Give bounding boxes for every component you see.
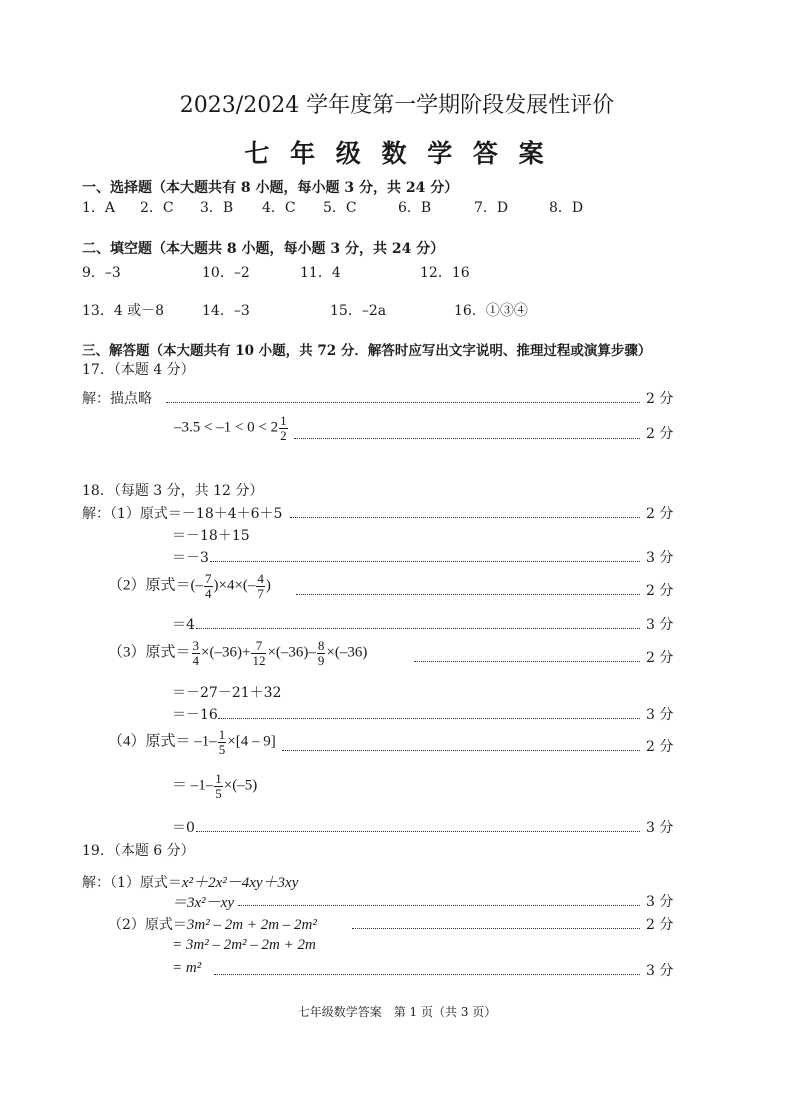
- fraction: $\frac{3}{4}$: [192, 638, 200, 668]
- q17-line1: 解：描点略: [82, 391, 152, 407]
- leader-dots: [210, 561, 640, 562]
- q19-p1-l2: ＝3x²－xy: [172, 895, 234, 911]
- leader-dots: [238, 905, 640, 906]
- q19-p2-l1: （2）原式＝3m² – 2m + 2m – 2m²: [108, 917, 317, 933]
- fraction: $\frac{1}{2}$: [280, 413, 287, 443]
- fill-answer-13: 13．4 或－8: [82, 303, 165, 319]
- fill-answer-15: 15．–2a: [330, 303, 387, 319]
- section2-heading: 二、填空题（本大题共 8 小题，每小题 3 分，共 24 分）: [82, 241, 445, 257]
- answer-1: 1．A: [82, 200, 116, 216]
- score: 3 分: [646, 550, 674, 566]
- section3-heading: 三、解答题（本大题共有 10 小题，共 72 分．解答时应写出文字说明、推理过程或演算步骤）: [82, 343, 652, 359]
- q18-p4-l1: （4）原式＝ –1– $\frac{1}{5}$ ×[4 – 9]: [108, 727, 276, 757]
- q18-p4-l3: ＝0: [172, 820, 195, 836]
- q18-p4-l2: ＝ –1– $\frac{1}{5}$ ×(–5): [172, 771, 258, 801]
- answer-3: 3．B: [200, 200, 234, 216]
- q18-p2-l2: ＝4: [172, 617, 195, 633]
- page-footer: 七年级数学答案 第 1 页（共 3 页）: [297, 1005, 497, 1019]
- leader-dots: [214, 974, 640, 975]
- leader-dots: [296, 594, 640, 595]
- leader-dots: [196, 628, 640, 629]
- score: 2 分: [646, 739, 674, 755]
- fraction: $\frac{7}{4}$: [205, 571, 212, 601]
- score: 2 分: [646, 583, 674, 599]
- page-title: 2023/2024 学年度第一学期阶段发展性评价: [179, 93, 615, 118]
- q19-label: 19．（本题 6 分）: [82, 843, 195, 859]
- q18-p3-l1: （3）原式＝ $\frac{3}{4}$ ×(–36)+ $\frac{7}{12}$ ×(–36)– $\frac{8}{9}$ ×(–36): [108, 638, 368, 668]
- leader-dots: [196, 831, 640, 832]
- score: 2 分: [646, 506, 674, 522]
- answer-2: 2．C: [140, 200, 174, 216]
- fraction: $\frac{8}{9}$: [317, 638, 325, 668]
- leader-dots: [414, 661, 640, 662]
- answer-5: 5．C: [323, 200, 357, 216]
- q19-p1-l1: 解：（1）原式＝x²＋2x²－4xy＋3xy: [82, 875, 299, 891]
- fraction: $\frac{1}{5}$: [218, 727, 226, 757]
- fill-row-1: [82, 262, 682, 282]
- fraction: $\frac{4}{7}$: [257, 571, 264, 601]
- leader-dots: [166, 402, 640, 403]
- fill-answer-11: 11．4: [300, 265, 341, 281]
- q19-p2-l2: = 3m² – 2m² – 2m + 2m: [172, 937, 316, 953]
- q18-p1-l1: 解：（1）原式＝－18＋4＋6＋5: [82, 506, 283, 522]
- leader-dots: [218, 718, 640, 719]
- q18-p2-l1: （2）原式＝(– $\frac{7}{4}$ )×4×(– $\frac{4}{7}$ ): [108, 571, 271, 601]
- q18-p1-l3: ＝－3: [172, 550, 209, 566]
- inequality-text: –3.5 < –1 < 0 < 2: [174, 419, 279, 436]
- answer-8: 8．D: [549, 200, 584, 216]
- page-subtitle: 七 年 级 数 学 答 案: [244, 139, 550, 168]
- fill-answer-12: 12．16: [420, 265, 470, 281]
- fraction: $\frac{7}{12}$: [252, 638, 266, 668]
- leader-dots: [290, 517, 640, 518]
- q17-label: 17．（本题 4 分）: [82, 362, 195, 378]
- section1-heading: 一、选择题（本大题共有 8 小题，每小题 3 分，共 24 分）: [82, 180, 459, 196]
- q18-p1-l2: ＝－18＋15: [172, 528, 250, 544]
- score: 2 分: [646, 917, 674, 933]
- q18-label: 18．（每题 3 分，共 12 分）: [82, 483, 264, 499]
- q18-p3-l3: ＝－16: [172, 707, 218, 723]
- answer-6: 6．B: [398, 200, 432, 216]
- score: 2 分: [646, 650, 674, 666]
- leader-dots: [352, 928, 640, 929]
- q18-p3-l2: ＝－27－21＋32: [172, 685, 282, 701]
- leader-dots: [282, 750, 640, 751]
- fill-answer-14: 14．–3: [202, 303, 250, 319]
- answer-4: 4．C: [262, 200, 296, 216]
- fraction: $\frac{1}{5}$: [215, 771, 222, 801]
- score: 3 分: [646, 820, 674, 836]
- answer-7: 7．D: [474, 200, 509, 216]
- score: 2 分: [646, 426, 674, 442]
- fill-answer-16: 16．①③④: [454, 303, 528, 319]
- score: 3 分: [646, 707, 674, 723]
- score: 3 分: [646, 617, 674, 633]
- q19-p2-l3: = m²: [172, 960, 202, 976]
- fill-answer-10: 10．–2: [202, 265, 250, 281]
- fill-answer-9: 9．–3: [82, 265, 121, 281]
- fill-row-2: [82, 300, 682, 320]
- score: 3 分: [646, 894, 674, 910]
- q17-line2: [174, 414, 289, 442]
- score: 3 分: [646, 963, 674, 979]
- score: 2 分: [646, 391, 674, 407]
- leader-dots: [294, 438, 640, 439]
